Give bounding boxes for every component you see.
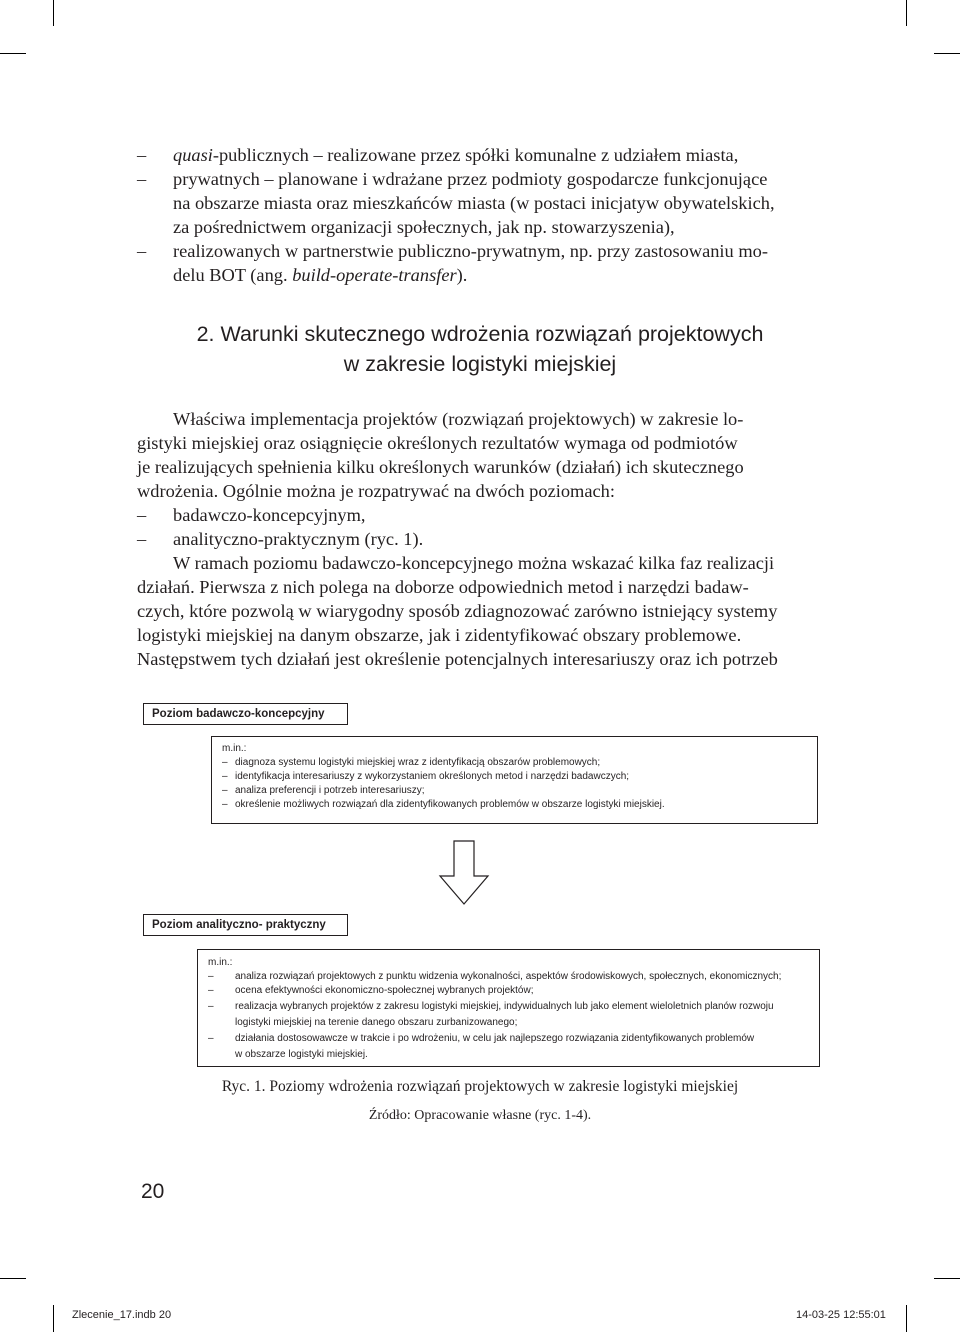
list-dash: – [137,169,147,189]
level-list-practical [197,949,820,1067]
text-line: gistyki miejskiej oraz osiągnięcie określonych rezultatów wymaga od podmiotów [137,433,738,453]
list-item: quasi-publicznych – realizowane przez spółki komunalne z udziałem miasta, [173,145,739,165]
list-item-cont: za pośrednictwem organizacji społecznych, jak np. stowarzyszenia), [173,217,675,237]
list-item-cont: delu BOT (ang. build-operate-transfer). [173,265,468,285]
level-list-research [211,736,818,824]
list-dash: – [208,971,214,982]
list-dash: – [137,505,147,525]
text-line: działań. Pierwsza z nich polega na doborze odpowiednich metod i narzędzi badaw- [137,577,749,597]
text-line: Właściwa implementacja projektów (rozwiązań projektowych) w zakresie lo- [173,409,744,429]
level-box-practical: Poziom analityczno- praktyczny [143,914,348,936]
list-dash: – [137,241,147,261]
list-dash: – [222,757,228,768]
page-number: 20 [141,1180,165,1203]
mi-label: m.in.: [208,957,233,968]
down-arrow-icon [438,840,490,906]
list-item: określenie możliwych rozwiązań dla zidentyfikowanych problemów w obszarze logistyki miejskiej. [235,799,665,810]
list-item: działania dostosowawcze w trakcie i po wdrożeniu, w celu jak najlepszego rozwiązania zidentyfikowanych problemów [235,1033,755,1044]
crop-mark [53,0,54,26]
list-dash: – [222,799,228,810]
list-item: diagnoza systemu logistyki miejskiej wraz z identyfikacją obszarów problemowych; [235,757,601,768]
list-item: identyfikacja interesariuszy z wykorzystaniem określonych metod i narzędzi badawczych; [235,771,630,782]
crop-mark [906,1305,907,1332]
list-item: realizowanych w partnerstwie publiczno-prywatnym, np. przy zastosowaniu mo- [173,241,768,261]
list-dash: – [208,1033,214,1044]
list-dash: – [208,1001,214,1012]
crop-mark [0,1278,26,1279]
crop-mark [934,53,960,54]
text-line: W ramach poziomu badawczo-koncepcyjnego można wskazać kilka faz realizacji [173,553,775,573]
figure-caption: Ryc. 1. Poziomy wdrożenia rozwiązań projektowych w zakresie logistyki miejskiej [221,1078,739,1095]
level-box-research: Poziom badawczo-koncepcyjny [143,703,348,725]
list-item: prywatnych – planowane i wdrażane przez podmioty gospodarcze funkcjonujące [173,169,768,189]
list-dash: – [222,785,228,796]
crop-mark [906,0,907,26]
slug-date: 14-03-25 12:55:01 [796,1309,886,1321]
list-item: analiza rozwiązań projektowych z punktu widzenia wykonalności, aspektów środowiskowych, społecznych, ekonomicznych; [235,971,782,982]
list-item: badawczo-koncepcyjnym, [173,505,366,525]
text-line: czych, które pozwolą w wiarygodny sposób zdiagnozować zarówno istniejący systemy [137,601,778,621]
text-line: wdrożenia. Ogólnie można je rozpatrywać na dwóch poziomach: [137,481,615,501]
list-dash: – [137,529,147,549]
list-item: analityczno-praktycznym (ryc. 1). [173,529,424,549]
list-item-cont: logistyki miejskiej na terenie danego obszaru zurbanizowanego; [235,1017,518,1028]
text-line: Następstwem tych działań jest określenie potencjalnych interesariuszy oraz ich potrzeb [137,649,778,669]
list-dash: – [208,985,214,996]
section-heading: 2. Warunki skutecznego wdrożenia rozwiązań projektowych [196,322,764,346]
text-line: je realizujących spełnienia kilku określonych warunków (działań) ich skutecznego [137,457,744,477]
list-item: ocena efektywności ekonomiczno-społecznej wybranych projektów; [235,985,534,996]
figure-source: Źródło: Opracowanie własne (ryc. 1-4). [368,1108,592,1123]
list-item: analiza preferencji i potrzeb interesariuszy; [235,785,425,796]
list-item-cont: w obszarze logistyki miejskiej. [235,1049,368,1060]
mi-label: m.in.: [222,743,247,754]
section-heading-line2: w zakresie logistyki miejskiej [343,352,617,376]
crop-mark [934,1278,960,1279]
crop-mark [53,1305,54,1332]
list-item: realizacja wybranych projektów z zakresu logistyki miejskiej, indywidualnych lub jako element wieloletnich planów rozwoju [235,1001,774,1012]
list-dash: – [222,771,228,782]
slug-file: Zlecenie_17.indb 20 [72,1309,172,1321]
text-line: logistyki miejskiej na danym obszarze, jak i zidentyfikować obszary problemowe. [137,625,742,645]
list-item-cont: na obszarze miasta oraz mieszkańców miasta (w postaci inicjatyw obywatelskich, [173,193,775,213]
crop-mark [0,53,26,54]
list-dash: – [137,145,147,165]
